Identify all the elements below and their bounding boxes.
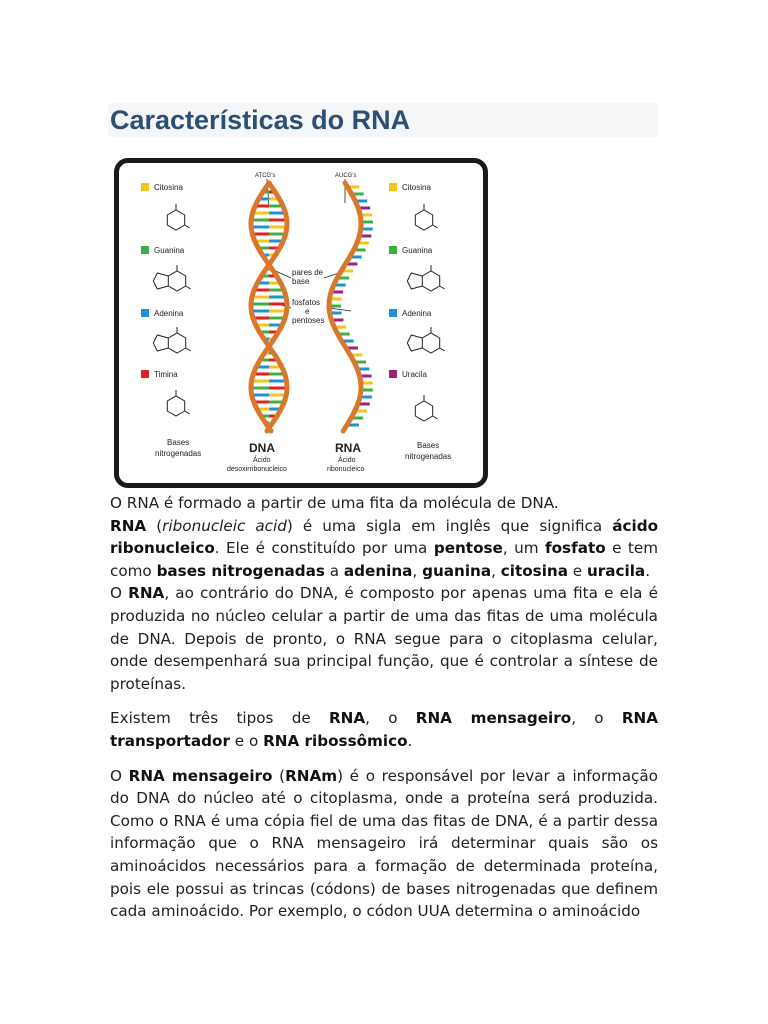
dna-base-pair xyxy=(251,226,269,229)
dna-base-pair xyxy=(269,303,287,306)
adenina-molecule-right-ring-bond xyxy=(440,348,445,351)
legend-square-timina-left xyxy=(141,370,149,378)
term-bases-nitrogenadas: bases nitrogenadas xyxy=(156,561,325,580)
text-fragment: , o xyxy=(365,709,416,728)
paragraph-1: O RNA é formado a partir de uma fita da molécula de DNA. xyxy=(110,494,559,512)
dna-base-pair xyxy=(269,219,287,222)
rna-name: RNA xyxy=(335,441,361,455)
citosina-molecule-left-bond xyxy=(185,225,190,228)
paragraph-5 xyxy=(110,765,658,923)
text-fragment: O xyxy=(110,766,129,785)
term-adenina: adenina xyxy=(343,561,413,580)
dna-sub-2: desoxirribonucleico xyxy=(227,466,287,473)
uracila-molecule-right-bond xyxy=(433,416,438,419)
citosina-molecule-left xyxy=(167,210,184,230)
dna-top-label: ATCG's xyxy=(255,173,276,179)
term-pentose: pentose xyxy=(433,539,503,558)
legend-square-guanina-left xyxy=(141,246,149,254)
left-label-timina: Timina xyxy=(154,370,178,379)
rna-sub-2: ribonucleico xyxy=(327,466,365,473)
dna-base-pair xyxy=(269,226,287,229)
text-fragment: , um xyxy=(502,539,546,558)
term-rna-mensageiro: RNA mensageiro xyxy=(128,766,273,785)
dna-base-pair xyxy=(251,387,269,390)
timina-molecule-left xyxy=(167,396,184,416)
pares-label-2: base xyxy=(292,277,310,286)
right-label-citosina: Citosina xyxy=(402,183,431,192)
guanina-molecule-left-pentagon xyxy=(153,273,168,289)
guanina-molecule-right-ring-bond xyxy=(440,286,445,289)
term-citosina: citosina xyxy=(500,561,568,580)
dna-base-pair xyxy=(251,219,269,222)
text-fragment: ( xyxy=(146,516,163,535)
right-label-uracila: Uracila xyxy=(402,370,427,379)
dna-sub-1: Ácido xyxy=(253,457,271,464)
term-acido-ribonucleico: ácido ribonucleico xyxy=(110,516,658,558)
dna-rna-figure xyxy=(114,158,488,488)
text-fragment: , xyxy=(491,561,501,580)
term-rna: RNA xyxy=(328,709,366,728)
term-rnam: RNAm xyxy=(285,766,338,785)
legend-square-adenina-right xyxy=(389,309,397,317)
text-fragment: . Ele é constituído por uma xyxy=(214,539,434,558)
page-title: Características do RNA xyxy=(110,105,411,135)
term-fosfato: fosfato xyxy=(545,539,606,558)
term-rna-ribossomico: RNA ribossômico xyxy=(263,731,408,750)
text-fragment: a xyxy=(324,561,344,580)
adenina-molecule-left-ring xyxy=(168,333,185,353)
left-label-adenina: Adenina xyxy=(154,309,184,318)
term-rna: RNA xyxy=(110,516,147,535)
left-bases-label-1: Bases xyxy=(167,438,190,447)
paragraph-4 xyxy=(110,707,658,752)
legend-square-citosina-left xyxy=(141,183,149,191)
helix-layer xyxy=(251,183,373,431)
term-guanina: guanina xyxy=(422,561,492,580)
left-bases-label-2: nitrogenadas xyxy=(155,449,202,458)
paragraph-3 xyxy=(110,582,658,695)
citosina-molecule-right-bond xyxy=(433,225,438,228)
fosfatos-label-2: e xyxy=(305,307,310,316)
text-fragment: , ao contrário do DNA, é composto por apenas uma fita e ela é produzida no núcleo celular a partir de uma das fitas de uma molécula de DNA. Depois de pronto, o RNA segue para o citoplasma celular, onde desempenhará sua principal função, que é controlar a síntese de proteínas. xyxy=(110,584,658,693)
left-label-guanina: Guanina xyxy=(154,246,185,255)
legend-square-uracila-right xyxy=(389,370,397,378)
paragraph-2 xyxy=(110,515,658,583)
dna-name: DNA xyxy=(249,441,275,455)
rna-top-label: AUCG's xyxy=(335,173,357,179)
fosfatos-label-1: fosfatos xyxy=(292,298,321,307)
dna-rna-illustration xyxy=(119,163,483,483)
term-rna-transportador: RNA transportador xyxy=(110,709,658,750)
text-fragment: ( xyxy=(272,766,286,785)
uracila-molecule-right xyxy=(415,401,432,421)
legend-square-guanina-right xyxy=(389,246,397,254)
text-fragment: ) é uma sigla em inglês que significa xyxy=(286,516,613,535)
text-fragment: O xyxy=(110,584,129,603)
text-fragment: , xyxy=(412,561,423,580)
guanina-molecule-left-ring xyxy=(168,271,185,291)
right-bases-label-1: Bases xyxy=(417,441,440,450)
guanina-molecule-right-ring xyxy=(422,271,439,291)
molecule-layer xyxy=(153,204,444,421)
guanina-molecule-left-ring-bond xyxy=(186,286,191,289)
text-fragment: . xyxy=(645,561,651,580)
text-fragment: e tem como xyxy=(110,539,658,580)
adenina-molecule-left-pentagon xyxy=(153,335,168,351)
legend-square-adenina-left xyxy=(141,309,149,317)
text-fragment: . xyxy=(407,731,413,750)
rna-sub-1: Ácido xyxy=(338,457,356,464)
text-fragment: ) é o responsável por levar a informação do DNA do núcleo até o citoplasma, onde a proteína será produzida. Como o RNA é uma cópia fiel de uma das fitas de DNA, é a partir dessa informação que o RNA mensageiro irá determinar quais são os aminoácidos necessários para a formação de determinada proteína, pois ele possui as trincas (códons) de bases nitrogenadas que definem cada aminoácido. Por exemplo, o códon UUA determina o aminoácido xyxy=(110,766,658,921)
adenina-molecule-right-pentagon xyxy=(407,335,422,351)
article-body xyxy=(110,492,658,923)
fosfatos-label-3: pentoses xyxy=(292,316,325,325)
adenina-molecule-left-ring-bond xyxy=(186,348,191,351)
guanina-molecule-right-pentagon xyxy=(407,273,422,289)
right-bases-label-2: nitrogenadas xyxy=(405,452,452,461)
text-fragment: Existem três tipos de xyxy=(110,709,329,728)
dna-base-pair xyxy=(251,303,269,306)
dna-base-pair xyxy=(269,387,287,390)
term-rna-mensageiro: RNA mensageiro xyxy=(415,709,572,728)
citosina-molecule-right xyxy=(415,210,432,230)
right-label-guanina: Guanina xyxy=(402,246,433,255)
text-fragment: e xyxy=(567,561,587,580)
pointer-fosfatos-2 xyxy=(329,308,351,311)
right-label-adenina: Adenina xyxy=(402,309,432,318)
pares-label-1: pares de xyxy=(292,268,324,277)
term-uracila: uracila xyxy=(586,561,646,580)
term-ribonucleic-acid: ribonucleic acid xyxy=(162,516,287,535)
left-label-citosina: Citosina xyxy=(154,183,183,192)
text-fragment: , o xyxy=(571,709,622,728)
text-fragment: e o xyxy=(229,731,264,750)
legend-square-citosina-right xyxy=(389,183,397,191)
timina-molecule-left-bond xyxy=(185,411,190,414)
adenina-molecule-right-ring xyxy=(422,333,439,353)
term-rna: RNA xyxy=(128,584,165,603)
